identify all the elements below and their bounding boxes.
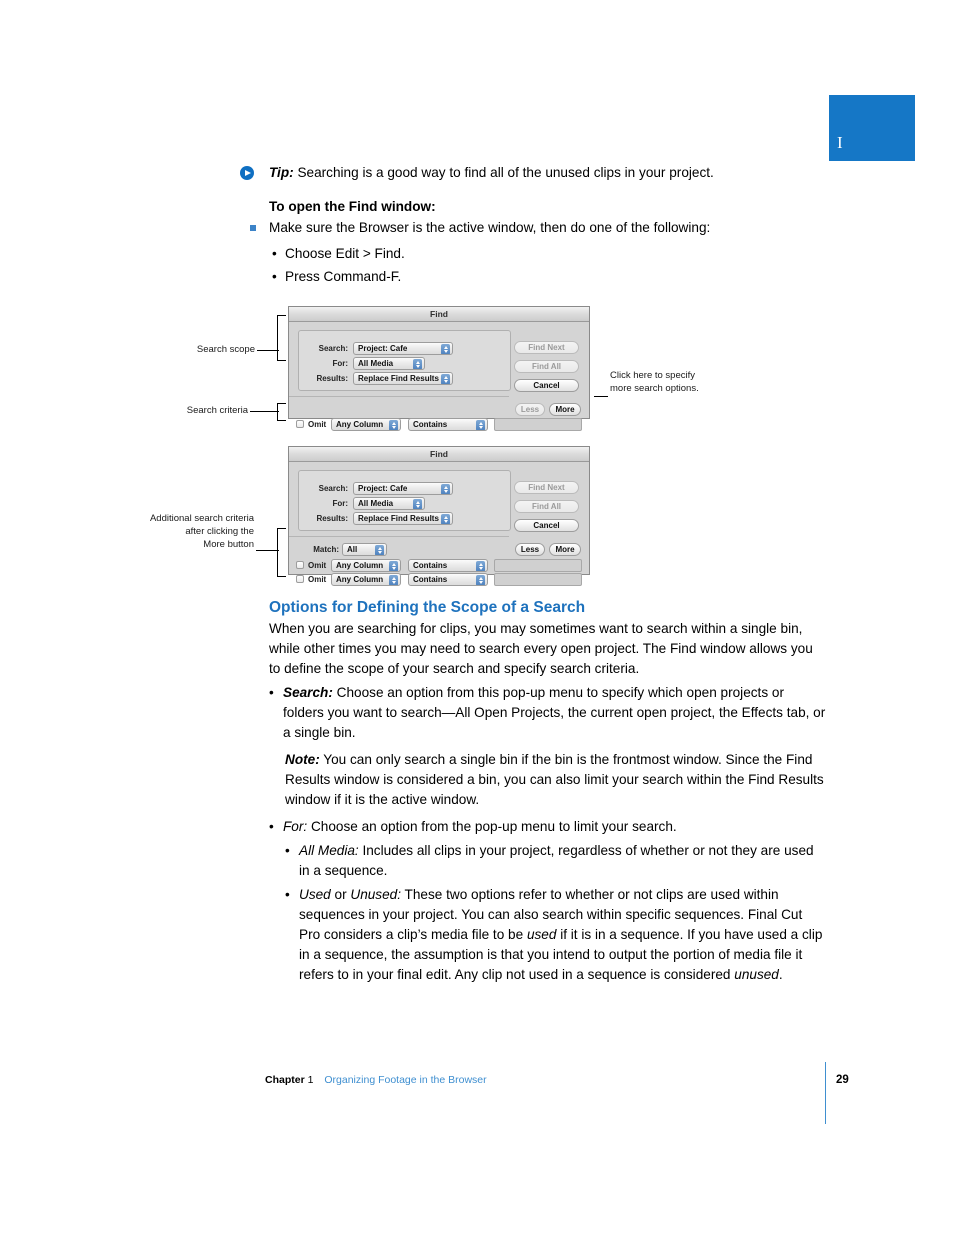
procedure-step-text: Make sure the Browser is the active window, then do one of the following: xyxy=(269,220,711,235)
results-popup[interactable] xyxy=(353,512,453,525)
tip-label: Tip: xyxy=(269,165,294,180)
search-scope-popup-value: Project: Cafe xyxy=(358,484,408,493)
for-popup[interactable] xyxy=(353,357,425,370)
more-button[interactable]: More xyxy=(549,403,581,416)
search-criteria-leader xyxy=(250,411,279,412)
bullet-used-label-a: Used xyxy=(299,887,331,902)
find-next-button[interactable]: Find Next xyxy=(514,481,579,494)
search-scope-popup[interactable] xyxy=(353,342,453,355)
criteria-column-popup-1[interactable] xyxy=(331,418,401,431)
bullet-used-unused xyxy=(285,885,827,985)
match-popup[interactable] xyxy=(342,543,387,556)
procedure-heading: To open the Find window: xyxy=(269,199,436,214)
search-scope-popup[interactable] xyxy=(353,482,453,495)
search-scope-bracket xyxy=(277,315,286,361)
bullet-search-text xyxy=(283,683,827,743)
find-dialog-titlebar: Find xyxy=(289,447,589,462)
criteria-text-input-1[interactable] xyxy=(494,418,582,431)
callout-more-options xyxy=(610,369,790,395)
cancel-button[interactable]: Cancel xyxy=(514,519,579,532)
criteria-column-value-1: Any Column xyxy=(336,561,384,570)
note-body: You can only search a single bin if the bin is the frontmost window. Since the Find Results window is considered a bin, you can also limit your search within the Find Results window if it is the active window. xyxy=(285,752,824,807)
for-popup-value: All Media xyxy=(358,499,394,508)
omit-checkbox-2[interactable] xyxy=(296,575,304,583)
bullet-used-label-mid: or xyxy=(330,887,351,902)
search-scope-popup-value: Project: Cafe xyxy=(358,344,408,353)
procedure-substep-1-text: Choose Edit > Find. xyxy=(285,246,405,261)
chevron-updown-icon xyxy=(389,420,398,431)
cancel-button[interactable]: Cancel xyxy=(514,379,579,392)
tip-body: Searching is a good way to find all of the unused clips in your project. xyxy=(297,165,714,180)
bullet-for-label: For: xyxy=(283,819,308,834)
chevron-updown-icon xyxy=(476,561,485,572)
match-label: Match: xyxy=(313,545,339,554)
results-field-label: Results: xyxy=(316,374,348,383)
find-dialog-titlebar: Find xyxy=(289,307,589,322)
bullet-used-body-1: These two options refer to whether or not clips are used within sequences in your project. You can also search within specific sequences. Final Cut Pro considers a clip’s media file to be xyxy=(299,887,803,942)
criteria-operator-value-2: Contains xyxy=(413,575,448,584)
find-dialog-collapsed xyxy=(288,306,590,429)
bullet-used-em-2: unused xyxy=(734,967,779,982)
chevron-updown-icon xyxy=(476,575,485,586)
chevron-updown-icon xyxy=(441,344,450,355)
callout-additional-criteria-line2: after clicking the xyxy=(185,526,254,537)
bullet-dot-icon: • xyxy=(269,685,274,700)
bullet-search xyxy=(269,683,827,743)
square-bullet-icon xyxy=(250,225,256,231)
chevron-updown-icon xyxy=(389,575,398,586)
criteria-text-input-2[interactable] xyxy=(494,573,582,586)
criteria-column-value-2: Any Column xyxy=(336,575,384,584)
callout-additional-criteria xyxy=(110,512,254,551)
dialog-divider xyxy=(289,396,509,397)
chevron-updown-icon xyxy=(441,514,450,525)
omit-label-2: Omit xyxy=(308,575,327,584)
criteria-operator-popup-1[interactable] xyxy=(408,559,488,572)
footer-chapter-number: 1 xyxy=(307,1074,314,1086)
tip-play-icon xyxy=(240,166,254,180)
results-field-label: Results: xyxy=(316,514,348,523)
bullet-all-media-body: Includes all clips in your project, regardless of whether or not they are used in a sequence. xyxy=(299,843,814,878)
find-dialog-expanded xyxy=(288,446,590,584)
footer xyxy=(265,1073,487,1087)
bullet-dot-icon: • xyxy=(272,246,277,261)
bullet-all-media xyxy=(285,841,827,881)
chevron-updown-icon xyxy=(375,545,384,556)
section-heading: Options for Defining the Scope of a Search xyxy=(269,599,586,616)
tip-text xyxy=(269,163,820,183)
omit-label-1: Omit xyxy=(308,561,327,570)
less-button[interactable]: Less xyxy=(515,543,545,556)
bullet-for-text xyxy=(283,817,827,837)
bullet-used-label-b: Unused: xyxy=(350,887,402,902)
bullet-search-body: Choose an option from this pop-up menu to specify which open projects or folders you want to search—All Open Projects, the current open project, the Effects tab, or a single bin. xyxy=(283,685,826,740)
procedure-substep-1 xyxy=(272,244,405,264)
criteria-operator-value-1: Contains xyxy=(413,561,448,570)
less-button[interactable]: Less xyxy=(515,403,545,416)
more-options-leader xyxy=(594,396,608,397)
bullet-search-label: Search: xyxy=(283,685,333,700)
criteria-column-popup-2[interactable] xyxy=(331,573,401,586)
results-popup-value: Replace Find Results xyxy=(358,374,439,383)
chevron-updown-icon xyxy=(413,499,422,510)
footer-divider-rule xyxy=(825,1062,826,1124)
chevron-updown-icon xyxy=(476,420,485,431)
callout-search-scope: Search scope xyxy=(196,344,255,355)
bullet-all-media-label: All Media: xyxy=(299,843,359,858)
results-popup[interactable] xyxy=(353,372,453,385)
procedure-substep-2 xyxy=(272,267,401,287)
bullet-dot-icon: • xyxy=(269,819,274,834)
callout-additional-criteria-line1: Additional search criteria xyxy=(149,513,254,524)
procedure-substep-2-text: Press Command-F. xyxy=(285,269,402,284)
bullet-used-unused-text xyxy=(299,885,827,985)
for-popup-value: All Media xyxy=(358,359,394,368)
bullet-for xyxy=(269,817,827,837)
for-field-label: For: xyxy=(332,499,348,508)
find-all-button[interactable]: Find All xyxy=(514,360,579,373)
bullet-used-body-2: if it is in a sequence. If you have used a clip in a sequence, the assumption is that you intend to output the portion of media file it refers to in your final edit. Any clip not used in a sequence is considered xyxy=(299,927,823,982)
search-criteria-bracket xyxy=(277,403,286,421)
criteria-column-popup-1[interactable] xyxy=(331,559,401,572)
page-number: 29 xyxy=(836,1074,849,1086)
note-paragraph xyxy=(285,750,827,810)
chevron-updown-icon xyxy=(389,561,398,572)
omit-label-1: Omit xyxy=(308,420,327,429)
for-field-label: For: xyxy=(332,359,348,368)
for-popup[interactable] xyxy=(353,497,425,510)
bullet-dot-icon: • xyxy=(285,843,290,858)
match-popup-value: All xyxy=(347,545,358,554)
bullet-used-em-1: used xyxy=(526,927,557,942)
results-popup-value: Replace Find Results xyxy=(358,514,439,523)
callout-additional-criteria-line3: More button xyxy=(203,539,254,550)
criteria-column-value-1: Any Column xyxy=(336,420,384,429)
bullet-for-body: Choose an option from the pop-up menu to limit your search. xyxy=(310,819,677,834)
bullet-all-media-text xyxy=(299,841,827,881)
criteria-operator-popup-2[interactable] xyxy=(408,573,488,586)
criteria-text-input-1[interactable] xyxy=(494,559,582,572)
find-next-button[interactable]: Find Next xyxy=(514,341,579,354)
search-field-label: Search: xyxy=(318,344,348,353)
chevron-updown-icon xyxy=(441,484,450,495)
bullet-used-body-3: . xyxy=(778,967,783,982)
additional-criteria-bracket xyxy=(277,528,286,577)
note-label: Note: xyxy=(285,752,320,767)
chevron-updown-icon xyxy=(413,359,422,370)
tip-callout xyxy=(240,163,820,183)
chevron-updown-icon xyxy=(441,374,450,385)
footer-chapter-title: Organizing Footage in the Browser xyxy=(324,1074,487,1086)
search-field-label: Search: xyxy=(318,484,348,493)
callout-search-criteria: Search criteria xyxy=(186,405,248,416)
additional-criteria-leader xyxy=(256,550,279,551)
chapter-tab-marker xyxy=(829,95,915,161)
callout-more-options-line1: Click here to specify xyxy=(610,370,696,381)
chapter-tab-letter: I xyxy=(837,133,843,152)
criteria-operator-value-1: Contains xyxy=(413,420,448,429)
procedure-step xyxy=(250,218,850,238)
find-all-button[interactable]: Find All xyxy=(514,500,579,513)
bullet-dot-icon: • xyxy=(285,887,290,902)
bullet-dot-icon: • xyxy=(272,269,277,284)
footer-chapter-word: Chapter xyxy=(265,1074,305,1086)
more-button[interactable]: More xyxy=(549,543,581,556)
omit-checkbox-1[interactable] xyxy=(296,561,304,569)
section-intro-paragraph: When you are searching for clips, you may sometimes want to search within a single bin, while other times you may need to search every open project. The Find window allows you to define the scope of your search and specify search criteria. xyxy=(269,621,813,676)
dialog-divider xyxy=(289,536,509,537)
callout-more-options-line2: more search options. xyxy=(610,383,699,394)
criteria-operator-popup-1[interactable] xyxy=(408,418,488,431)
omit-checkbox-1[interactable] xyxy=(296,420,304,428)
search-scope-leader xyxy=(257,350,279,351)
